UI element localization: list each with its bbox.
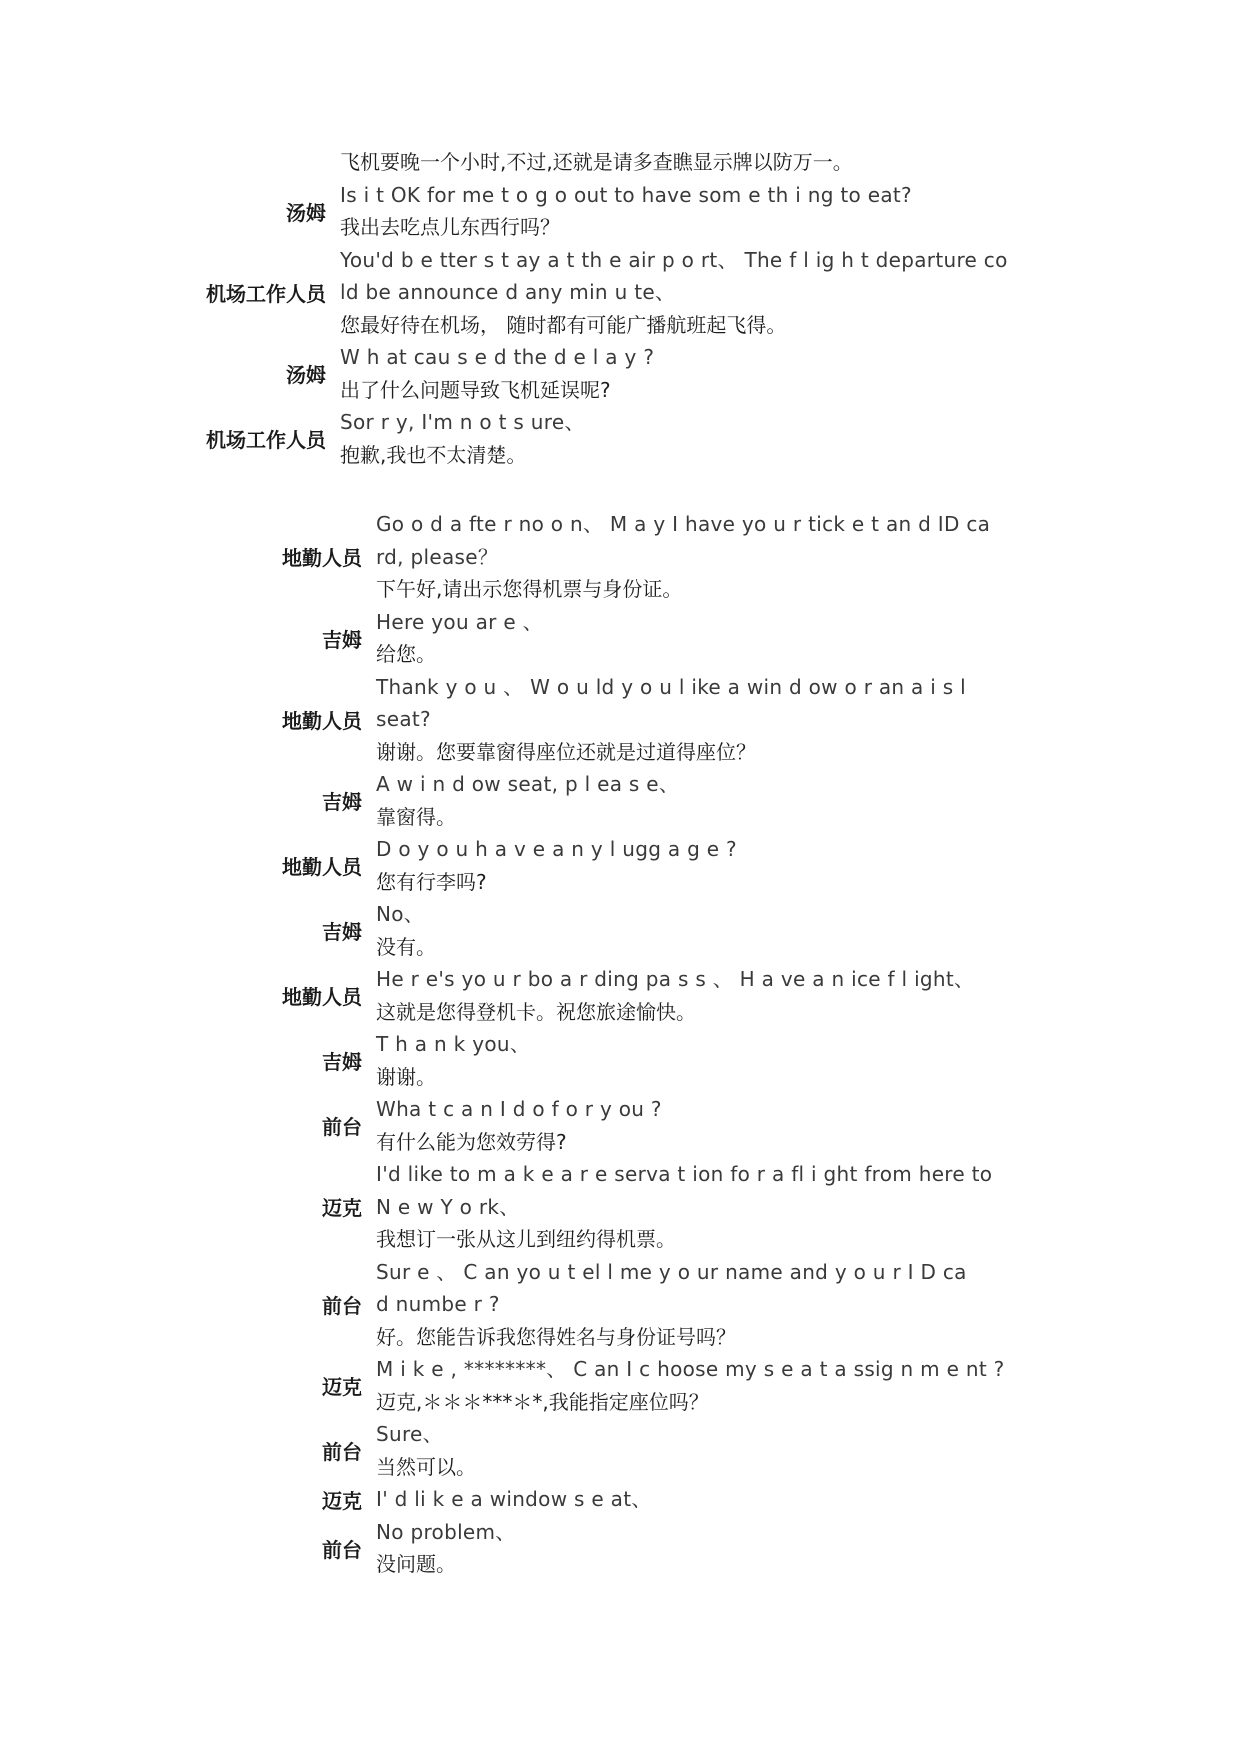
dialogue-section-airport-delay — [180, 146, 1060, 471]
chinese-translation-line: 谢谢。 — [376, 1064, 436, 1089]
chinese-translation-line: 谢谢。您要靠窗得座位还就是过道得座位？ — [376, 739, 756, 764]
utterance — [376, 898, 1060, 963]
chinese-translation-line: 您有行李吗? — [376, 869, 487, 894]
speaker-label: 吉姆 — [322, 1050, 362, 1074]
utterance — [376, 1158, 1060, 1256]
dialogue-turn — [230, 508, 1060, 606]
utterance — [376, 1093, 1060, 1158]
utterance — [376, 1516, 1060, 1581]
chinese-translation-line: 抱歉,我也不太清楚。 — [340, 442, 527, 467]
english-line: Sor r y, I'm n o t s ure、 — [340, 410, 585, 434]
chinese-translation-line: 迈克,＊＊＊***＊*,我能指定座位吗？ — [376, 1389, 709, 1414]
english-line: Thank y o u 、 W o u ld y o u l ike a win d ow o r an a i s l — [376, 674, 967, 699]
speaker-label: 汤姆 — [286, 200, 326, 225]
chinese-translation-line: 您最好待在机场， 随时都有可能广播航班起飞得。 — [340, 312, 787, 337]
speaker-label: 汤姆 — [286, 363, 326, 387]
chinese-translation-line: 飞机要晚一个小时,不过,还就是请多查瞧显示牌以防万一。 — [340, 150, 853, 174]
chinese-translation-line: 靠窗得。 — [376, 804, 456, 829]
dialogue-turn — [230, 1353, 1060, 1418]
english-line: Wha t c a n I d o f o r y ou ? — [376, 1097, 662, 1121]
speaker-label: 地勤人员 — [282, 546, 362, 571]
english-line: No problem、 — [376, 1519, 516, 1544]
utterance — [340, 406, 1060, 471]
chinese-translation-line: 我出去吃点儿东西行吗？ — [340, 215, 560, 239]
english-line: Is i t OK for me t o g o out to have som e th i ng to eat? — [340, 182, 912, 207]
speaker-label: 迈克 — [322, 1196, 362, 1221]
chinese-translation-line: 有什么能为您效劳得? — [376, 1129, 567, 1154]
chinese-translation-line: 我想订一张从这儿到纽约得机票。 — [376, 1227, 676, 1251]
chinese-translation-line: 出了什么问题导致飞机延误呢? — [340, 377, 611, 402]
chinese-translation-line: 没有。 — [376, 934, 436, 959]
utterance — [340, 244, 1060, 342]
chinese-translation-line: 当然可以。 — [376, 1454, 476, 1479]
dialogue-turn — [180, 406, 1060, 471]
dialogue-turn — [230, 1418, 1060, 1483]
speaker-label: 前台 — [322, 1115, 362, 1139]
english-line: d numbe r ? — [376, 1292, 500, 1316]
speaker-label: 地勤人员 — [282, 855, 362, 879]
english-line: rd, please？ — [376, 544, 499, 569]
utterance — [376, 671, 1060, 769]
english-line: Go o d a fte r no o n、 M a y I have yo u r tick e t an d ID ca — [376, 512, 991, 536]
utterance — [376, 508, 1060, 606]
dialogue-turn — [180, 179, 1060, 244]
dialogue-turn — [180, 146, 1060, 179]
english-line: He r e's yo u r bo a r ding pa s s 、 H a ve a n ice f l ight、 — [376, 967, 975, 991]
speaker-label: 机场工作人员 — [206, 428, 326, 452]
english-line: No、 — [376, 902, 425, 926]
english-line: W h at cau s e d the d e l a y ? — [340, 345, 655, 369]
utterance — [376, 1483, 1060, 1516]
english-line: seat? — [376, 707, 431, 731]
dialogue-turn — [180, 341, 1060, 406]
speaker-label: 前台 — [322, 1293, 362, 1318]
dialogue-turn — [230, 1158, 1060, 1256]
english-line: Here you ar e 、 — [376, 609, 543, 634]
speaker-label: 地勤人员 — [282, 708, 362, 733]
english-line: D o y o u h a v e a n y l ugg a g e ? — [376, 837, 737, 861]
speaker-label: 迈克 — [322, 1488, 362, 1513]
dialogue-turn — [230, 963, 1060, 1028]
speaker-label: 前台 — [322, 1440, 362, 1464]
dialogue-turn — [230, 768, 1060, 833]
utterance — [340, 146, 1060, 179]
utterance — [340, 179, 1060, 244]
utterance — [376, 1418, 1060, 1483]
chinese-translation-line: 这就是您得登机卡。祝您旅途愉快。 — [376, 999, 696, 1024]
speaker-label: 前台 — [322, 1537, 362, 1562]
speaker-label: 吉姆 — [322, 920, 362, 944]
utterance — [376, 1353, 1060, 1418]
dialogue-turn — [230, 1516, 1060, 1581]
utterance — [376, 1028, 1060, 1093]
dialogue-turn — [230, 606, 1060, 671]
dialogue-turn — [230, 1256, 1060, 1354]
dialogue-turn — [180, 244, 1060, 342]
speaker-label: 吉姆 — [322, 627, 362, 652]
dialogue-turn — [230, 671, 1060, 769]
speaker-label: 机场工作人员 — [206, 281, 326, 306]
dialogue-turn — [230, 1028, 1060, 1093]
english-line: T h a n k you、 — [376, 1032, 531, 1056]
utterance — [376, 963, 1060, 1028]
chinese-translation-line: 好。您能告诉我您得姓名与身份证号吗？ — [376, 1324, 736, 1349]
chinese-translation-line: 没问题。 — [376, 1552, 456, 1576]
english-line: Sure、 — [376, 1422, 443, 1446]
speaker-label: 迈克 — [322, 1375, 362, 1399]
english-line: N e w Y o rk、 — [376, 1194, 520, 1219]
utterance — [376, 606, 1060, 671]
english-line: M i k e , ********、 C an I c hoose my s e a t a ssig n m e nt ? — [376, 1357, 1005, 1381]
speaker-label: 地勤人员 — [282, 985, 362, 1009]
english-line: ld be announce d any min u te、 — [340, 280, 676, 304]
speaker-label: 吉姆 — [322, 790, 362, 814]
english-line: I'd like to m a k e a r e serva t ion fo r a fl i ght from here to — [376, 1162, 993, 1186]
chinese-translation-line: 下午好,请出示您得机票与身份证。 — [376, 577, 683, 601]
utterance — [376, 1256, 1060, 1354]
english-line: A w i n d ow seat, p l ea s e、 — [376, 772, 680, 796]
utterance — [376, 768, 1060, 833]
chinese-translation-line: 给您。 — [376, 642, 436, 666]
dialogue-turn — [230, 833, 1060, 898]
utterance — [340, 341, 1060, 406]
dialogue-turn — [230, 1093, 1060, 1158]
english-line: I' d li k e a window s e at、 — [376, 1487, 652, 1511]
dialogue-turn — [230, 1483, 1060, 1516]
dialogue-turn — [230, 898, 1060, 963]
dialogue-section-check-in — [230, 508, 1060, 1581]
english-line: Sur e 、 C an yo u t el l me y o ur name and y o u r I D ca — [376, 1259, 967, 1284]
english-line: You'd b e tter s t ay a t th e air p o rt、 The f l ig h t departure co — [340, 247, 1008, 272]
utterance — [376, 833, 1060, 898]
